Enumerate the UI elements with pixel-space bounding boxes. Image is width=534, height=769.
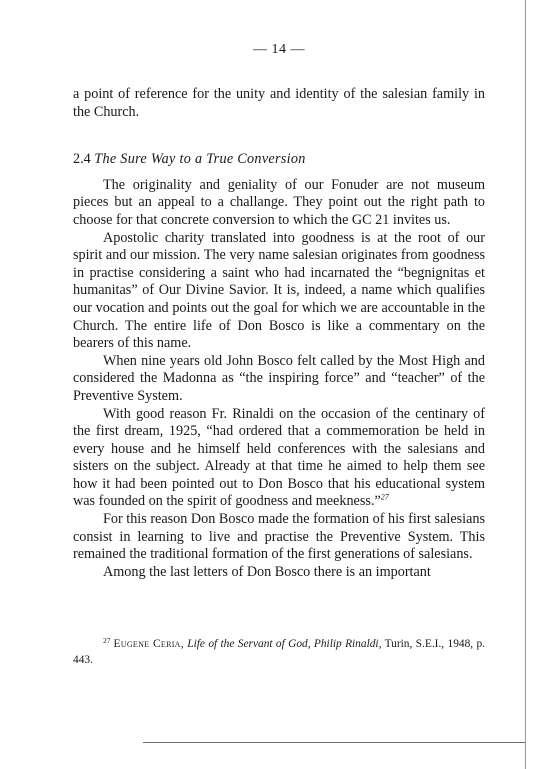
page-number: — 14 — — [253, 42, 305, 57]
section-title: The Sure Way to a True Conversion — [94, 151, 306, 168]
paragraph: Among the last letters of Don Bosco there is an important — [103, 563, 431, 580]
bottom-rule — [143, 742, 525, 743]
paragraph: For this reason Don Bosco made the formation of his first salesians consist in learning to live and practise the Preventive System. This remained the traditional formation of the first generations of salesians. — [73, 511, 485, 563]
footnote-reference[interactable]: 27 — [380, 492, 389, 502]
footnote-mark: 27 — [103, 635, 111, 645]
paragraph-text: With good reason Fr. Rinaldi on the occasion of the centinary of the first dream, 1925, “had ordered that a commemoration be held in every house and he himself held conferences with the salesians and sisters on the subject. Already at that time he aimed to help them see how it had been pointed out to Don Bosco that his educational system was founded on the spirit of goodness and meekness.” — [73, 405, 485, 510]
section-number: 2.4 — [73, 151, 91, 168]
paragraph: Apostolic charity translated into goodness is at the root of our spirit and our mission. The very name salesian originates from goodness in practise considering a saint who had incarnated the “begnignitas et humanitas” of Our Divine Savior. It is, indeed, a name which qualifies our vocation and points out the goal for which we are accountable in the Church. The entire life of Don Bosco is like a commentary on the bearers of this name. — [73, 229, 485, 352]
footnote-author: Eugene Ceria, — [113, 638, 184, 651]
paragraph-with-footnote — [73, 406, 485, 512]
page-edge-rule — [525, 0, 526, 769]
section-heading — [73, 151, 485, 169]
paragraph: The originality and geniality of our Fonuder are not museum pieces but an appeal to a challange. They point out the right path to choose for that concrete conversion to which the GC 21 invites us. — [73, 176, 485, 228]
footnote-publication: Turin, S.E.I., 1948, p. 443. — [73, 638, 485, 666]
document-page — [73, 42, 485, 668]
paragraph: When nine years old John Bosco felt called by the Most High and considered the Madonna as “the inspiring force” and “teacher” of the Preventive System. — [73, 352, 485, 404]
intro-paragraph: a point of reference for the unity and identity of the salesian family in the Church. — [73, 86, 485, 120]
footnote — [73, 637, 485, 668]
footnote-title: Life of the Servant of God, Philip Rinaldi, — [187, 638, 382, 651]
